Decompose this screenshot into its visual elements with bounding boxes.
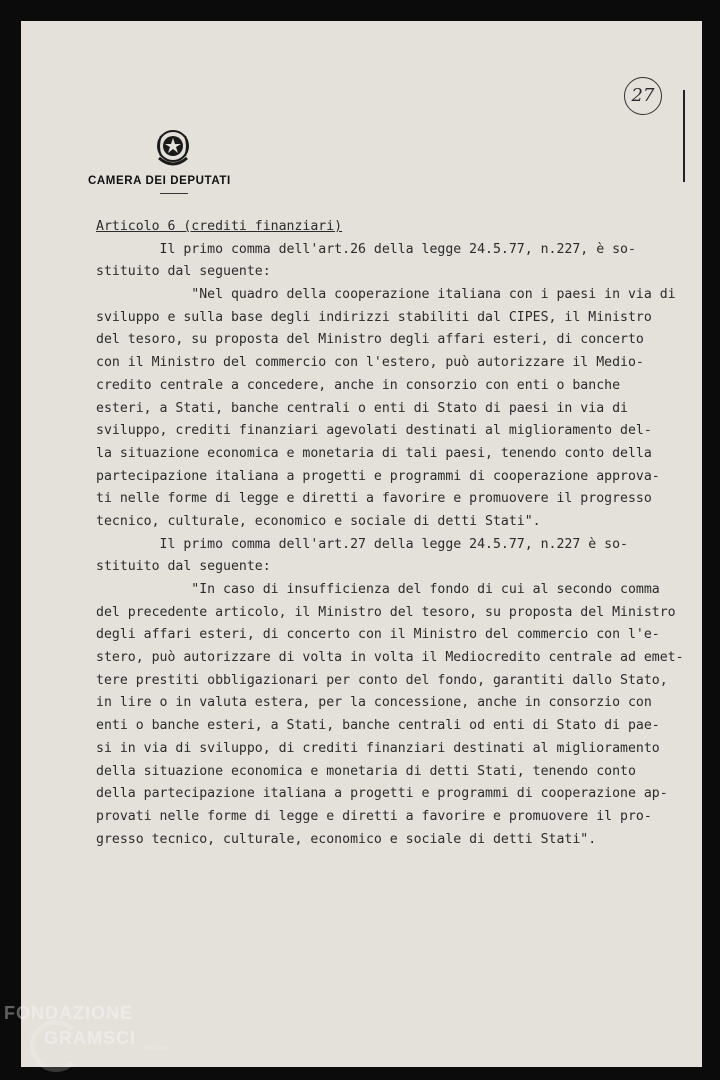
text-line: stituito dal seguente: — [96, 559, 271, 575]
text-line: sviluppo, crediti finanziari agevolati destinati al miglioramento del- — [96, 423, 652, 439]
text-line: esteri, a Stati, banche centrali o enti di Stato di paesi in via di — [96, 400, 628, 416]
margin-line — [683, 90, 685, 182]
document-body — [96, 216, 686, 851]
institution-name: CAMERA DEI DEPUTATI — [88, 175, 231, 187]
italian-republic-emblem-icon — [153, 128, 193, 170]
text-line: "In caso di insufficienza del fondo di cui al secondo comma — [96, 582, 660, 597]
text-line: degli affari esteri, di concerto con il Ministro del commercio con l'e- — [96, 627, 660, 643]
text-line: in lire o in valuta estera, per la concessione, anche in consorzio con — [96, 695, 652, 711]
watermark-line-3: onlus — [144, 1043, 169, 1052]
text-line: partecipazione italiana a progetti e programmi di cooperazione approva- — [96, 468, 660, 484]
text-line: "Nel quadro della cooperazione italiana con i paesi in via di — [96, 287, 676, 303]
text-line: Il primo comma dell'art.26 della legge 24.5.77, n.227, è so- — [96, 241, 636, 257]
text-line: stero, può autorizzare di volta in volta il Mediocredito centrale ad emet- — [96, 650, 684, 666]
text-line: si in via di sviluppo, di crediti finanziari destinati al miglioramento — [96, 740, 660, 756]
text-line: della partecipazione italiana a progetti e programmi di cooperazione ap- — [96, 786, 668, 802]
text-line: con il Ministro del commercio con l'estero, può autorizzare il Medio- — [96, 355, 644, 371]
text-line: sviluppo e sulla base degli indirizzi stabiliti dal CIPES, il Ministro — [96, 309, 652, 325]
text-line: credito centrale a concedere, anche in consorzio con enti o banche — [96, 377, 621, 393]
text-line: enti o banche esteri, a Stati, banche centrali od enti di Stato di pae- — [96, 718, 660, 734]
text-line: la situazione economica e monetaria di tali paesi, tenendo conto della — [96, 445, 652, 461]
text-line: gresso tecnico, culturale, economico e sociale di detti Stati". — [96, 831, 597, 847]
text-line: della situazione economica e monetaria di detti Stati, tenendo conto — [96, 763, 636, 779]
text-line: del precedente articolo, il Ministro del tesoro, su proposta del Ministro — [96, 604, 676, 620]
text-line: del tesoro, su proposta del Ministro degli affari esteri, di concerto — [96, 332, 644, 348]
watermark — [4, 1003, 168, 1052]
article-title: Articolo 6 (crediti finanziari) — [96, 219, 343, 234]
text-line: tecnico, culturale, economico e sociale di detti Stati". — [96, 513, 541, 529]
text-line: stituito dal seguente: — [96, 264, 271, 280]
article-heading — [96, 216, 686, 239]
watermark-line-1: FONDAZIONE — [4, 1003, 133, 1023]
page-number: 27 — [624, 77, 662, 115]
text-line: ti nelle forme di legge e diretti a favorire e promuovere il progresso — [96, 491, 652, 507]
text-line: tere prestiti obbligazionari per conto del fondo, garantiti dallo Stato, — [96, 672, 668, 688]
watermark-line-2: GRAMSCI — [44, 1028, 136, 1048]
text-line: provati nelle forme di legge e diretti a favorire e promuovere il pro- — [96, 808, 652, 824]
text-line: Il primo comma dell'art.27 della legge 24.5.77, n.227 è so- — [96, 536, 628, 552]
header-divider — [160, 193, 188, 194]
